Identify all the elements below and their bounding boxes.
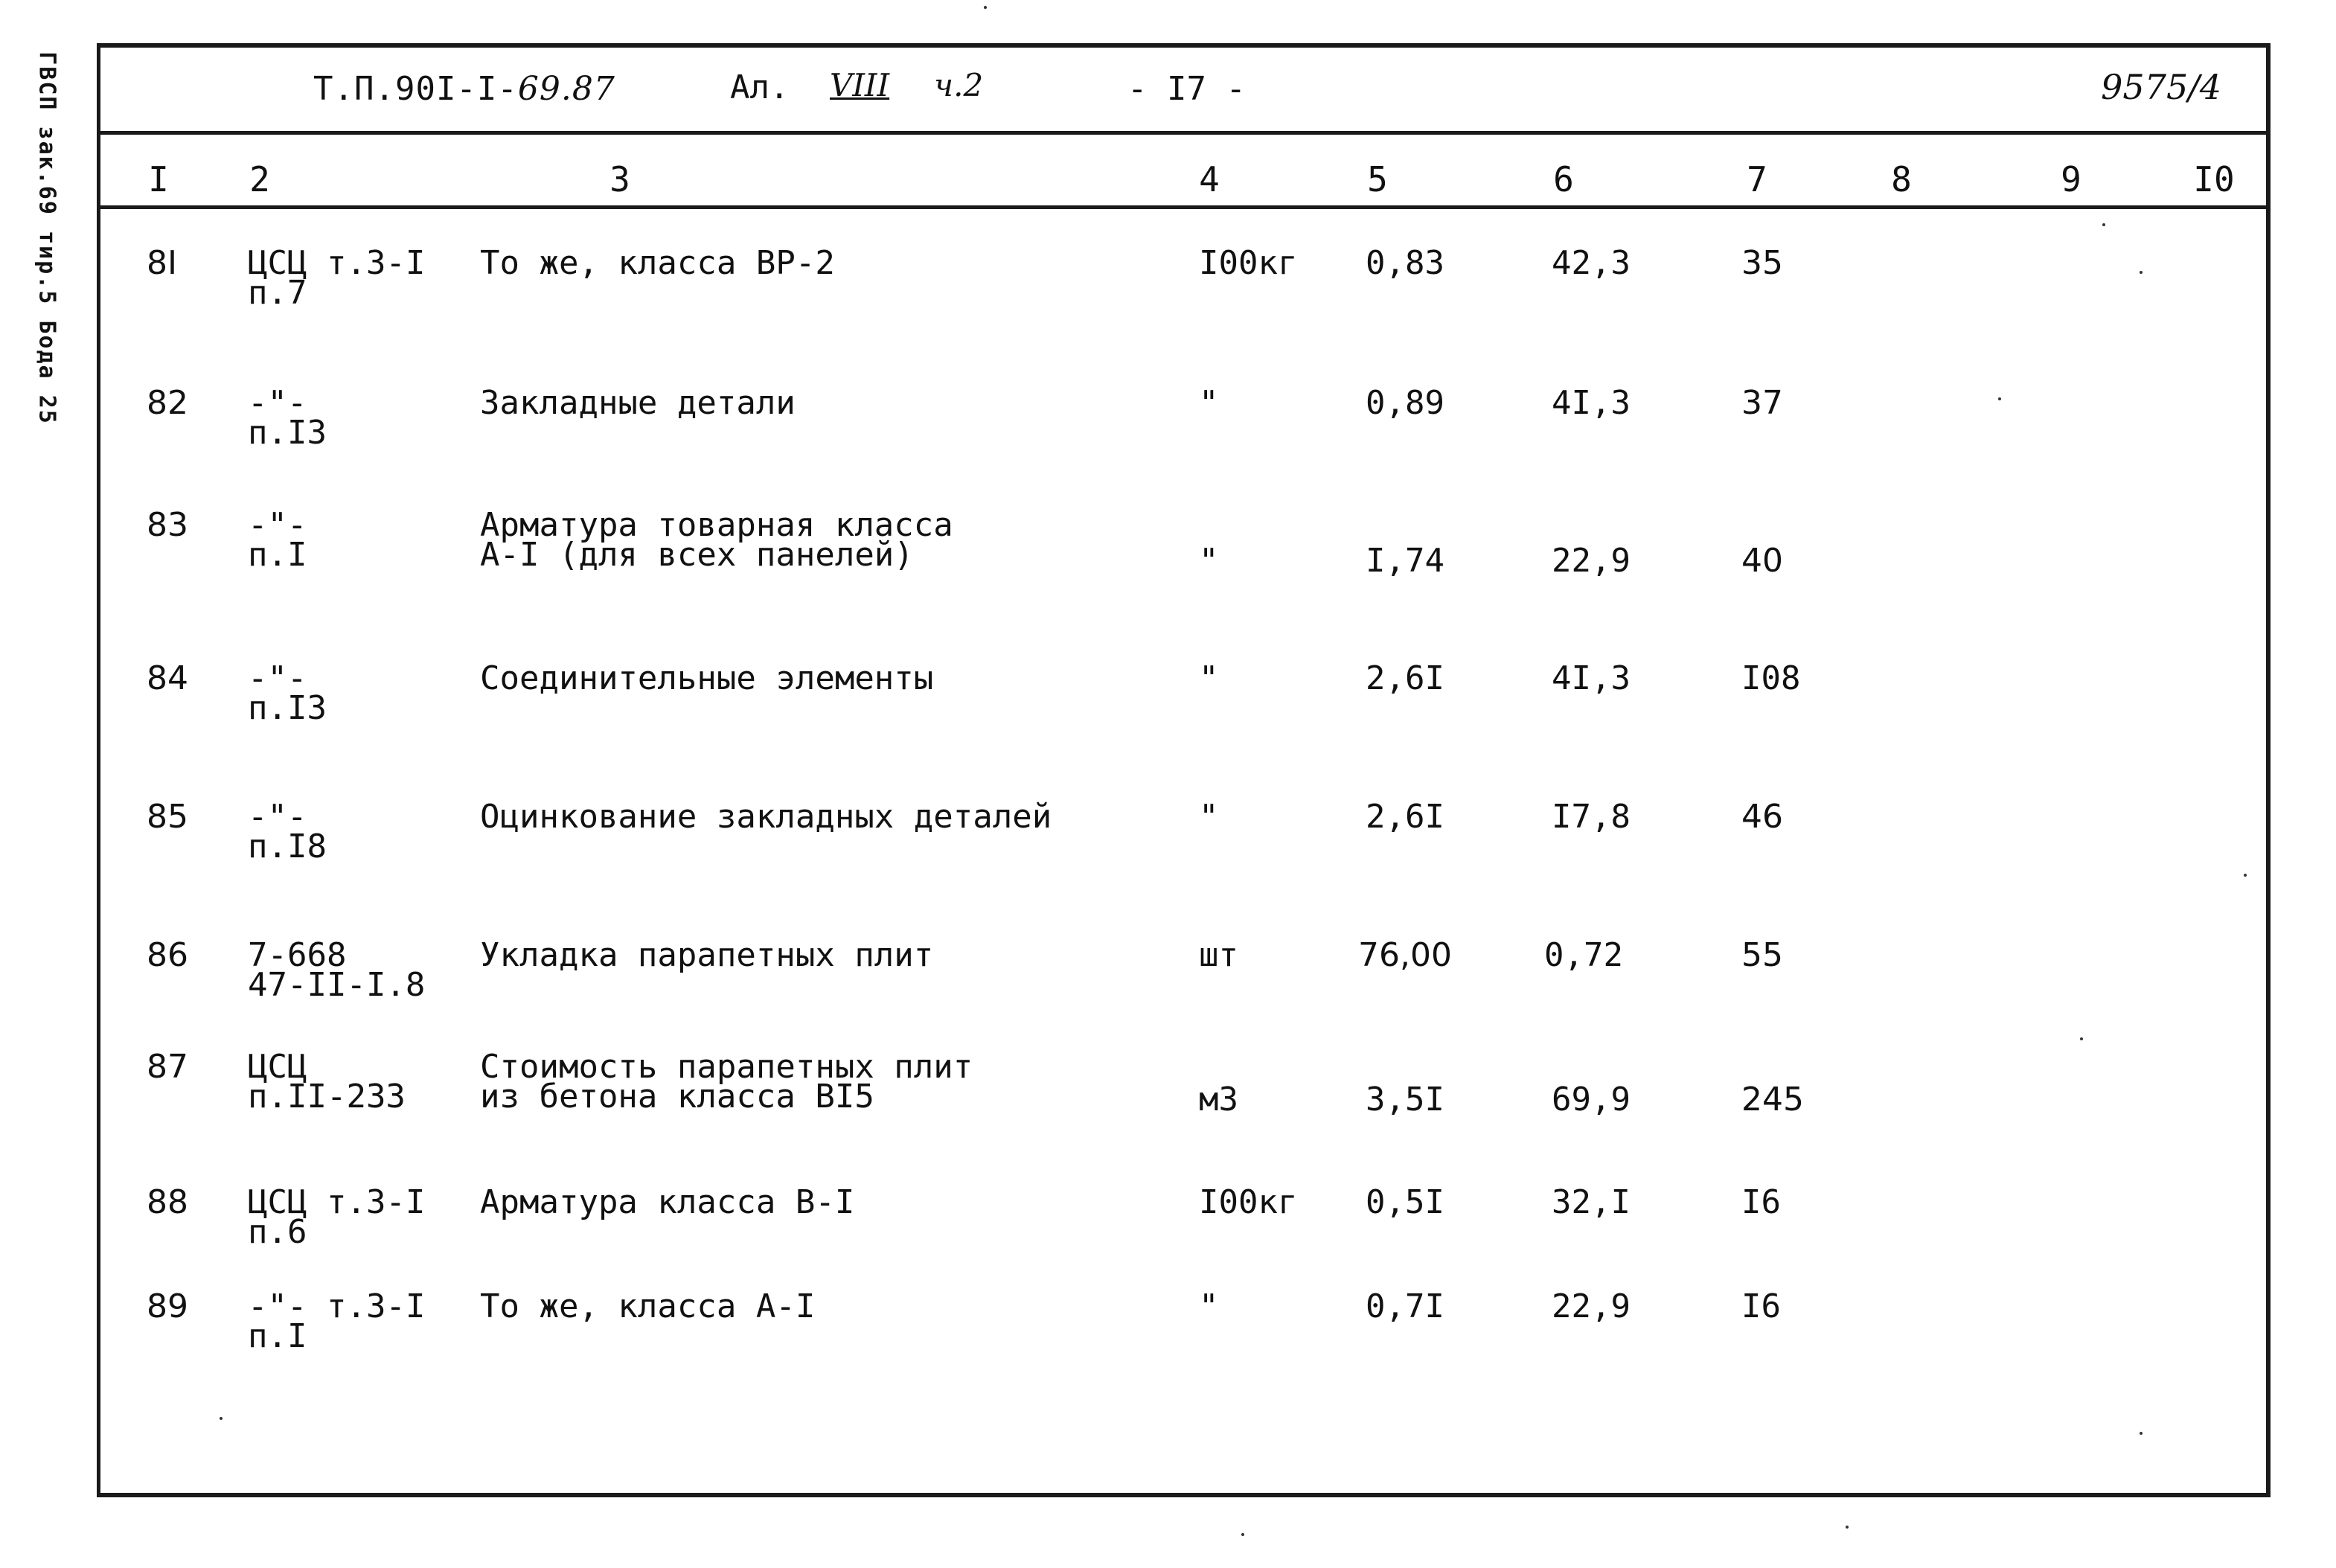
ref-line-2: п.7 [248, 274, 307, 312]
ref-line-2: 47-II-I.8 [248, 966, 426, 1004]
total: 55 [1741, 936, 1783, 974]
quantity: 0,89 [1366, 384, 1444, 422]
unit-price: 22,9 [1552, 1287, 1631, 1325]
description-line-1: То же, класса ВР-2 [480, 244, 835, 282]
unit-price: I7,8 [1552, 798, 1631, 836]
total: I08 [1741, 659, 1801, 697]
row-number: 82 [147, 384, 188, 422]
description-line-1: Укладка парапетных плит [480, 936, 934, 974]
col-head-6: 6 [1553, 159, 1574, 199]
scan-speck [1846, 1526, 1849, 1529]
unit: I00кг [1199, 244, 1298, 282]
ref-line-1: 7-668 [248, 936, 347, 974]
unit-price: 32,I [1552, 1183, 1631, 1221]
quantity: 2,6I [1366, 798, 1444, 836]
total: 35 [1741, 244, 1783, 282]
description-line-1: Стоимость парапетных плит [480, 1048, 973, 1086]
unit: шт [1199, 936, 1238, 974]
unit-price: 0,72 [1544, 936, 1623, 974]
description-line-1: Соединительные элементы [480, 659, 934, 697]
row-number: 88 [147, 1183, 188, 1221]
album-label: Ал. [730, 68, 790, 106]
quantity: 76,00 [1358, 936, 1452, 974]
col-head-8: 8 [1891, 159, 1912, 199]
row-number: 89 [147, 1287, 188, 1325]
unit: " [1199, 542, 1219, 580]
row-number: 8I [147, 244, 177, 282]
col-head-3: 3 [609, 159, 630, 199]
quantity: I,74 [1366, 542, 1444, 580]
row-number: 86 [147, 936, 188, 974]
scan-speck [1241, 1533, 1244, 1536]
description-line-2: из бетона класса ВI5 [480, 1078, 874, 1116]
total: I6 [1741, 1183, 1781, 1221]
col-head-4: 4 [1199, 159, 1220, 199]
document-frame [97, 43, 2271, 1497]
row-number: 87 [147, 1048, 188, 1086]
col-head-10: I0 [2193, 159, 2235, 199]
unit-price: 42,3 [1552, 244, 1631, 282]
margin-stamp-text: ГВСП зак.69 тир.5 Бода 25 [33, 51, 60, 425]
col-head-1: I [148, 159, 169, 199]
unit-price: 22,9 [1552, 542, 1631, 580]
column-header-divider [100, 205, 2266, 209]
row-number: 85 [147, 798, 188, 836]
description-line-1: Арматура товарная класса [480, 506, 953, 544]
ref-line-2: п.I8 [248, 828, 327, 865]
total: I6 [1741, 1287, 1781, 1325]
col-head-2: 2 [249, 159, 270, 199]
ref-line-2: п.I3 [248, 689, 327, 727]
margin-print-stamp [21, 45, 73, 432]
unit: " [1199, 798, 1219, 836]
unit-price: 4I,3 [1552, 659, 1631, 697]
page-number: - I7 - [1127, 70, 1246, 108]
ref-line-2: п.II-233 [248, 1078, 406, 1116]
scan-speck [220, 1417, 223, 1420]
total: 245 [1741, 1081, 1804, 1119]
scan-speck [2140, 1432, 2143, 1435]
quantity: 0,7I [1366, 1287, 1444, 1325]
total: 40 [1741, 542, 1783, 580]
scan-speck [2102, 223, 2105, 226]
description-line-1: Закладные детали [480, 384, 796, 422]
ref-line-2: п.I3 [248, 414, 327, 452]
ref-line-2: п.6 [248, 1213, 307, 1251]
registration-number: 9575/4 [2101, 67, 2221, 107]
document-header [100, 48, 2266, 131]
header-divider [100, 131, 2266, 135]
total: 46 [1741, 798, 1783, 836]
unit: м3 [1199, 1081, 1238, 1119]
scan-speck [2244, 874, 2247, 877]
scan-speck [1998, 397, 2001, 400]
unit-price: 4I,3 [1552, 384, 1631, 422]
unit: " [1199, 659, 1219, 697]
part-number: ч.2 [934, 67, 984, 103]
album-number: VIII [830, 67, 890, 103]
row-number: 84 [147, 659, 188, 697]
quantity: 0,83 [1366, 244, 1444, 282]
quantity: 2,6I [1366, 659, 1444, 697]
col-head-5: 5 [1367, 159, 1388, 199]
quantity: 3,5I [1366, 1081, 1444, 1119]
unit: " [1199, 384, 1219, 422]
description-line-1: Оцинкование закладных деталей [480, 798, 1052, 836]
ref-line-1: -"- [248, 798, 307, 836]
ref-line-1: -"- [248, 659, 307, 697]
ref-line-1: -"- [248, 384, 307, 422]
unit: I00кг [1199, 1183, 1298, 1221]
quantity: 0,5I [1366, 1183, 1444, 1221]
ref-line-1: -"- т.3-I [248, 1287, 426, 1325]
ref-line-1: ЦСЦ т.3-I [248, 1183, 426, 1221]
col-head-9: 9 [2061, 159, 2081, 199]
description-line-1: Арматура класса В-I [480, 1183, 855, 1221]
description-line-2: А-I (для всех панелей) [480, 536, 914, 574]
total: 37 [1741, 384, 1783, 422]
unit: " [1199, 1287, 1219, 1325]
unit-price: 69,9 [1552, 1081, 1631, 1119]
ref-line-2: п.I [248, 536, 307, 574]
col-head-7: 7 [1747, 159, 1767, 199]
row-number: 83 [147, 506, 188, 544]
ref-line-1: ЦСЦ [248, 1048, 307, 1086]
ref-line-1: ЦСЦ т.3-I [248, 244, 426, 282]
scan-speck [2080, 1037, 2083, 1040]
ref-line-2: п.I [248, 1317, 307, 1355]
handwritten-year: 69.87 [517, 70, 615, 108]
document-code: Т.П.90I-I-69.87 [313, 70, 615, 108]
scan-speck [2140, 271, 2143, 274]
ref-line-1: -"- [248, 506, 307, 544]
description-line-1: То же, класса А-I [480, 1287, 816, 1325]
scan-speck [984, 6, 987, 9]
